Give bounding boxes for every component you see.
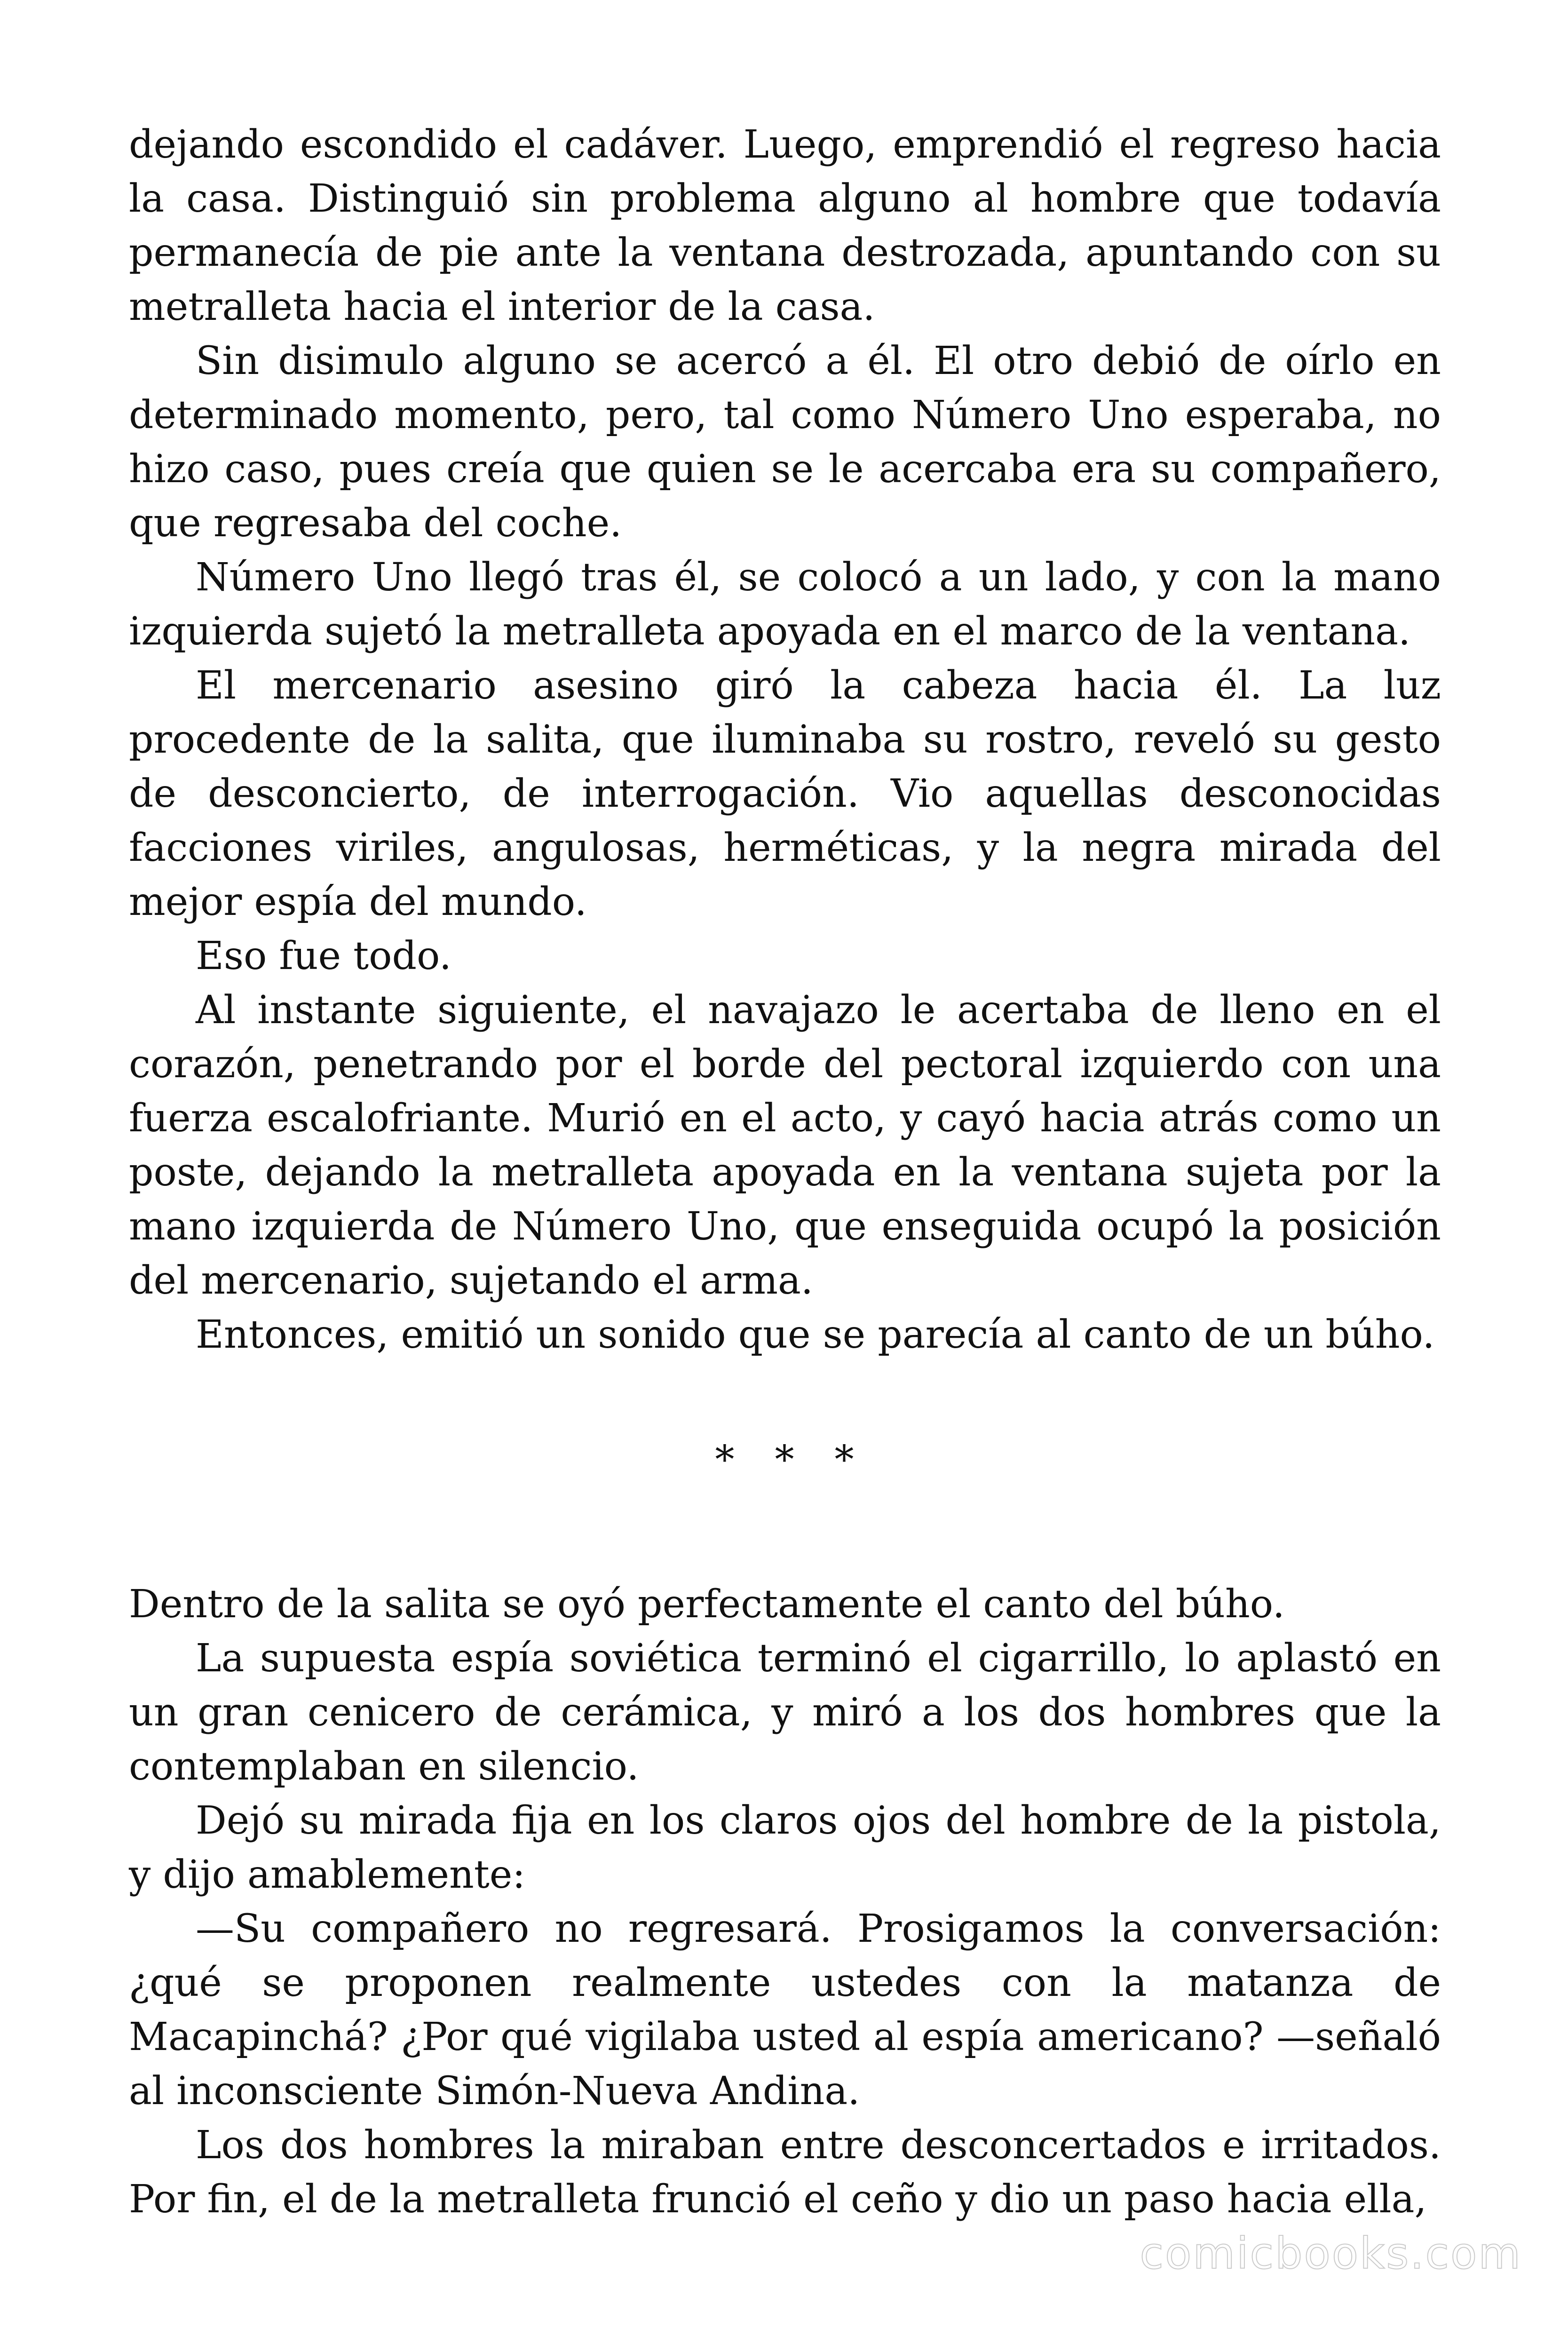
section-break: * * * <box>715 1438 868 1482</box>
paragraph: Dentro de la salita se oyó perfectamente el canto del búho. <box>129 1582 1285 1627</box>
paragraph: —Su compañero no regresará. Prosigamos la conversación: ¿qué se proponen realmente ustedes con la matanza de Macapinchá? ¿Por qué vigilaba usted al espía americano? —señaló al inconsciente Simón-Nueva Andina. <box>129 1907 1441 2114</box>
paragraph: Número Uno llegó tras él, se colocó a un lado, y con la mano izquierda sujetó la metralleta apoyada en el marco de la ventana. <box>129 555 1441 654</box>
paragraph: Al instante siguiente, el navajazo le acertaba de lleno en el corazón, penetrando por el borde del pectoral izquierdo con una fuerza escalofriante. Murió en el acto, y cayó hacia atrás como un poste, dejando la metralleta apoyada en la ventana sujeta por la mano izquierda de Número Uno, que enseguida ocupó la posición del mercenario, sujetando el arma. <box>129 988 1441 1303</box>
book-page <box>129 118 1441 2226</box>
paragraph: La supuesta espía soviética terminó el cigarrillo, lo aplastó en un gran cenicero de cerámica, y miró a los dos hombres que la contemplaban en silencio. <box>129 1636 1441 1789</box>
watermark: comicbooks.com <box>1140 2228 1522 2279</box>
paragraph: Dejó su mirada fija en los claros ojos del hombre de la pistola, y dijo amablemente: <box>129 1798 1441 1897</box>
paragraph: Sin disimulo alguno se acercó a él. El otro debió de oírlo en determinado momento, pero, tal como Número Uno esperaba, no hizo caso, pues creía que quien se le acercaba era su compañero, que regresaba del coche. <box>129 339 1441 546</box>
paragraph: Eso fue todo. <box>196 934 451 978</box>
paragraph: Entonces, emitió un sonido que se parecía al canto de un búho. <box>196 1312 1435 1357</box>
paragraph: El mercenario asesino giró la cabeza hacia él. La luz procedente de la salita, que iluminaba su rostro, reveló su gesto de desconcierto, de interrogación. Vio aquellas desconocidas facciones viriles, angulosas, herméticas, y la negra mirada del mejor espía del mundo. <box>129 663 1441 924</box>
paragraph: dejando escondido el cadáver. Luego, emprendió el regreso hacia la casa. Distinguió sin problema alguno al hombre que todavía permanecía de pie ante la ventana destrozada, apuntando con su metralleta hacia el interior de la casa. <box>129 122 1441 329</box>
paragraph: Los dos hombres la miraban entre desconcertados e irritados. Por fin, el de la metralleta frunció el ceño y dio un paso hacia ella, <box>129 2123 1441 2222</box>
